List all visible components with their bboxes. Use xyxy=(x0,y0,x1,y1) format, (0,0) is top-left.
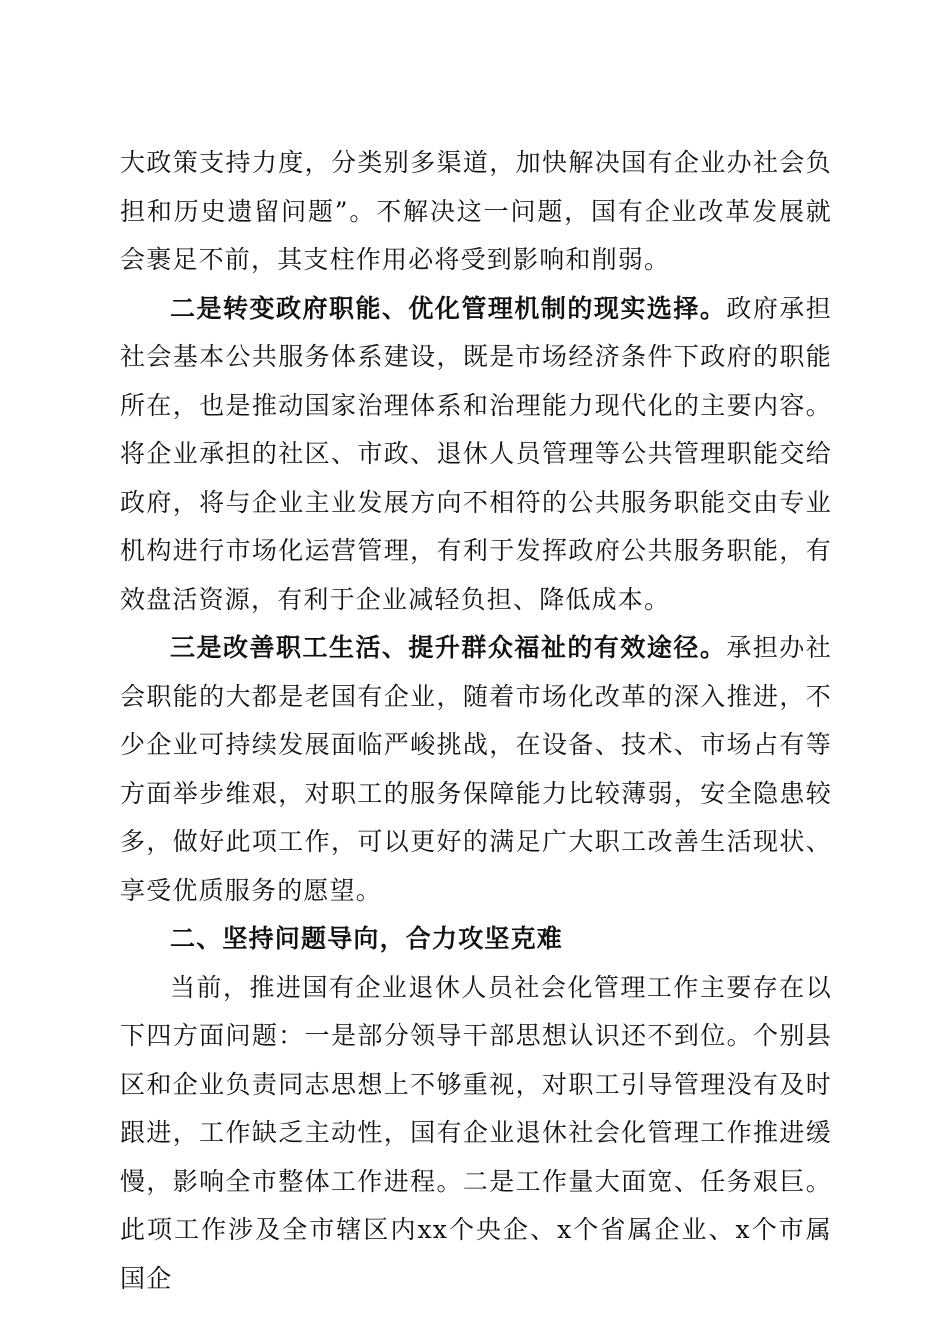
section-heading: 二、坚持问题导向，合力攻坚克难 xyxy=(170,924,564,953)
paragraph-text: 承担办社会职能的大都是老国有企业，随着市场化改革的深入推进，不少企业可持续发展面临严峻挑战，在设备、技术、市场占有等方面举步维艰，对职工的服务保障能力比较薄弱，安全隐患较多，做好此项工作，可以更好的满足广大职工改善生活现状、享受优质服务的愿望。 xyxy=(120,633,833,905)
paragraph-text: 政府承担社会基本公共服务体系建设，既是市场经济条件下政府的职能所在，也是推动国家治理体系和治理能力现代化的主要内容。将企业承担的社区、市政、退休人员管理等公共管理职能交给政府，将与企业主业发展方向不相符的公共服务职能交由专业机构进行市场化运营管理，有利于发挥政府公共服务职能，有效盘活资源，有利于企业减轻负担、降低成本。 xyxy=(120,293,833,614)
paragraph-point-three xyxy=(120,624,832,915)
paragraph-lead: 二是转变政府职能、优化管理机制的现实选择。 xyxy=(170,293,727,323)
document-body xyxy=(120,139,832,1303)
paragraph-text: 大政策支持力度，分类别多渠道，加快解决国有企业办社会负担和历史遗留问题”。不解决这一问题，国有企业改革发展就会裹足不前，其支柱作用必将受到影响和削弱。 xyxy=(120,148,832,274)
paragraph-point-two xyxy=(120,285,832,625)
paragraph-lead: 三是改善职工生活、提升群众福祉的有效途径。 xyxy=(170,633,727,662)
paragraph-problems xyxy=(120,964,832,1304)
paragraph-text: 当前，推进国有企业退休人员社会化管理工作主要存在以下四方面问题：一是部分领导干部思想认识还不到位。个别县区和企业负责同志思想上不够重视，对职工引导管理没有及时跟进，工作缺乏主动性，国有企业退休社会化管理工作推进缓慢，影响全市整体工作进程。二是工作量大面宽、任务艰巨。此项工作涉及全市辖区内xx个央企、x个省属企业、x个市属国企 xyxy=(120,972,832,1293)
paragraph-continuation xyxy=(120,139,832,285)
